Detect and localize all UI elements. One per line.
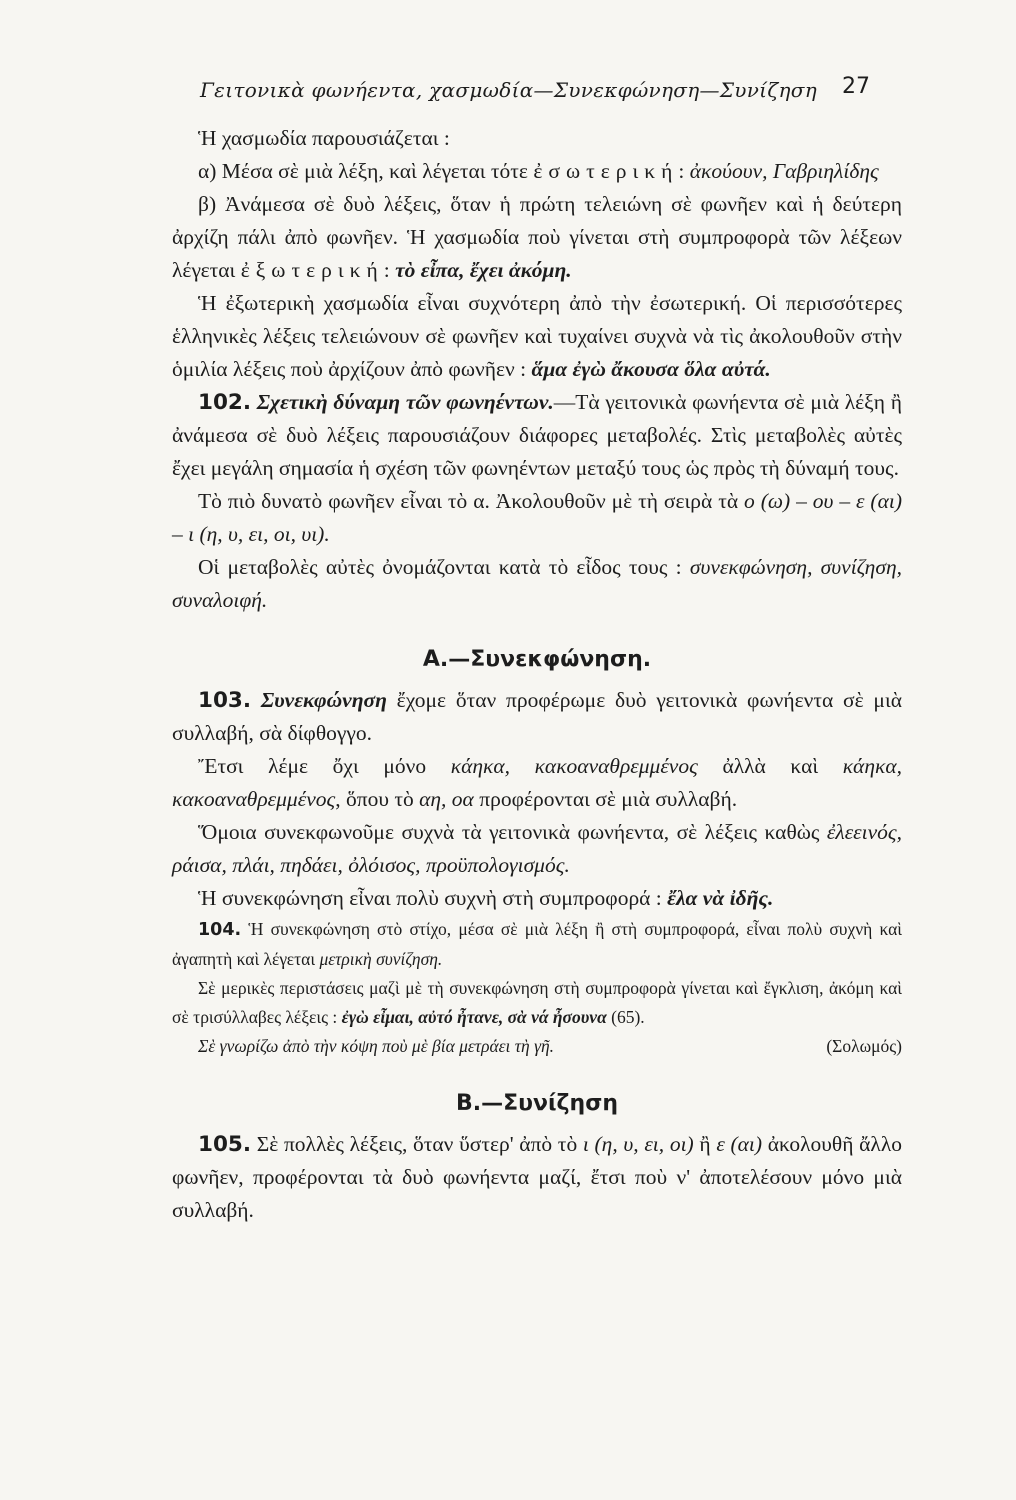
text-run: Σὲ μερικὲς περιστάσεις μαζὶ μὲ τὴ συνεκφώνηση στὴ συμπροφορὰ γίνεται καὶ ἔγκλιση, ἀκόμη καὶ σὲ τρισύλλαβες λέξεις : bbox=[172, 978, 902, 1027]
vowel-group: ι (η, υ, ει, οι) bbox=[582, 1132, 694, 1156]
example-external: τὸ εἶπα, ἔχει ἀκόμη. bbox=[395, 258, 572, 282]
paragraph-kinds bbox=[172, 551, 902, 617]
text-run: ἢ bbox=[693, 1132, 717, 1156]
paragraph-a bbox=[172, 155, 902, 188]
example-words: κάηκα, κακοαναθρεμμένος bbox=[172, 754, 902, 811]
vowel-sequence: ο (ω) – ου – ε (αι) – ι (η, υ, ει, οι, υι). bbox=[172, 489, 903, 546]
kinds-terms: συνεκφώνηση, συνίζηση, συναλοιφή. bbox=[172, 555, 902, 612]
paragraph-intro: Ἡ χασμωδία παρουσιάζεται : bbox=[198, 126, 450, 150]
section-103 bbox=[172, 684, 902, 750]
text-run: Σὲ πολλὲς λέξεις, ὅταν ὕστερ' ἀπὸ τὸ bbox=[251, 1132, 583, 1156]
term-external: ἐξωτερική bbox=[240, 258, 384, 282]
text-run: ἔχομε ὅταν προφέρωμε δυὸ γειτονικὰ φωνήεντα σὲ μιὰ συλλαβή, σὰ δίφθογγο. bbox=[172, 688, 903, 745]
example-phrase: ἔλα νὰ ἰδῆς. bbox=[667, 886, 774, 910]
text-run: Ἡ ἐξωτερικὴ χασμωδία εἶναι συχνότερη ἀπὸ τὴν ἐσωτερική. Οἱ περισσότερες ἑλληνικὲς λέξεις τελειώνουν σὲ φωνῆεν καὶ τυχαίνει συχνὰ νὰ τὶς ἀκολουθοῦν στὴν ὁμιλία λέξεις ποὺ ἀρχίζουν ἀπὸ φωνῆεν : bbox=[172, 291, 902, 381]
text-run: , ὅπου τὸ bbox=[335, 787, 420, 811]
body-text bbox=[172, 122, 902, 1227]
verse-line: Σὲ γνωρίζω ἀπὸ τὴν κόψη ποὺ μὲ βία μετράει τὴ γῆ. bbox=[198, 1036, 555, 1056]
paragraph-enclisis bbox=[172, 974, 902, 1032]
section-104 bbox=[172, 915, 902, 974]
example-words: ἐλεεινός, ράισα, πλάι, πηδάει, ὀλόισος, προϋπολογισμός. bbox=[172, 820, 902, 877]
section-number: 105. bbox=[198, 1132, 252, 1157]
text-run: Ἡ συνεκφώνηση εἶναι πολὺ συχνὴ στὴ συμπροφορά : bbox=[198, 886, 668, 910]
verse-quote bbox=[172, 1032, 902, 1061]
reference: (65). bbox=[606, 1007, 645, 1027]
text-run: Οἱ μεταβολὲς αὐτὲς ὀνομάζονται κατὰ τὸ εἶδος τους : bbox=[198, 555, 690, 579]
example-words: κάηκα, κακοαναθρεμμένος bbox=[450, 754, 698, 778]
running-title: Γειτονικὰ φωνήεντα, χασμωδία—Συνεκφώνηση—Συνίζηση bbox=[200, 78, 817, 102]
heading-a: Α.—Συνεκφώνηση. bbox=[422, 647, 652, 672]
paragraph-b bbox=[172, 188, 902, 287]
section-102 bbox=[172, 386, 902, 485]
paragraph-similar bbox=[172, 816, 902, 882]
page-number: 27 bbox=[842, 74, 870, 99]
section-title: Σχετικὴ δύναμη τῶν φωνηέντων. bbox=[256, 390, 554, 414]
small-print bbox=[172, 915, 902, 1061]
section-number: 104. bbox=[198, 920, 242, 940]
heading-b: Β.—Συνίζηση bbox=[455, 1091, 619, 1116]
section-105 bbox=[172, 1128, 902, 1227]
paragraph-strength bbox=[172, 485, 902, 551]
example-internal: ἀκούουν, Γαβριηλίδης bbox=[689, 159, 879, 183]
text-run: Ἡ συνεκφώνηση στὸ στίχο, μέσα σὲ μιὰ λέξη ἢ στὴ συμπροφορά, εἶναι πολὺ συχνὴ καὶ ἀγαπητὴ καὶ λέγεται bbox=[172, 919, 903, 969]
term-metric: μετρικὴ συνίζηση. bbox=[319, 949, 443, 969]
text-run: : bbox=[383, 258, 396, 282]
text-run: προφέρονται σὲ μιὰ συλλαβή. bbox=[473, 787, 738, 811]
verse-author: (Σολωμός) bbox=[826, 1036, 902, 1056]
paragraph-examples bbox=[172, 750, 902, 816]
paragraph-frequency bbox=[172, 287, 902, 386]
text-run: β) Ἀνάμεσα σὲ δυὸ λέξεις, ὅταν ἡ πρώτη τελειώνη σὲ φωνῆεν καὶ ἡ δεύτερη ἀρχίζη πάλι ἀπὸ φωνῆεν. Ἡ χασμωδία ποὺ γίνεται στὴ συμπροφορὰ τῶν λέξεων λέγεται bbox=[172, 192, 902, 282]
example-phrase: ἅμα ἐγὼ ἄκουσα ὅλα αὐτά. bbox=[531, 357, 771, 381]
text-run: ἀκολουθῆ ἄλλο φωνῆεν, προφέρονται τὰ δυὸ φωνήεντα μαζί, ἔτσι ποὺ ν' ἀποτελέσουν μόνο μιὰ συλλαβή. bbox=[172, 1132, 902, 1222]
text-run: : bbox=[678, 159, 690, 183]
vowel-group: ε (αι) bbox=[716, 1132, 763, 1156]
section-title: Συνεκφώνηση bbox=[260, 688, 387, 712]
text-run: ἀλλὰ καὶ bbox=[697, 754, 843, 778]
example-vowels: αη, οα bbox=[419, 787, 474, 811]
section-number: 103. bbox=[198, 688, 252, 713]
text-run: Ἔτσι λέμε ὄχι μόνο bbox=[198, 754, 451, 778]
text-run: α) Μέσα σὲ μιὰ λέξη, καὶ λέγεται τότε bbox=[198, 159, 534, 183]
paragraph-frequent bbox=[172, 882, 902, 915]
text-run: —Τὰ γειτονικὰ φωνήεντα σὲ μιὰ λέξη ἢ ἀνάμεσα σὲ δυὸ λέξεις παρουσιάζουν διάφορες μεταβολές. Στὶς μεταβολὲς αὐτὲς ἔχει μεγάλη σημασία ἡ σχέση τῶν φωνηέντων μεταξύ τους ὡς πρὸς τὴ δύναμή τους. bbox=[172, 390, 903, 480]
example-phrase: ἐγὼ εἶμαι, αὐτό ἦτανε, σὰ νά ἦσουνα bbox=[341, 1007, 607, 1027]
text-run: Τὸ πιὸ δυνατὸ φωνῆεν εἶναι τὸ α. Ἀκολουθοῦν μὲ τὴ σειρὰ τὰ bbox=[198, 489, 745, 513]
text-run: Ὅμοια συνεκφωνοῦμε συχνὰ τὰ γειτονικὰ φωνήεντα, σὲ λέξεις καθὼς bbox=[198, 820, 827, 844]
section-number: 102. bbox=[198, 390, 252, 415]
term-internal: ἐσωτερική bbox=[533, 159, 679, 183]
